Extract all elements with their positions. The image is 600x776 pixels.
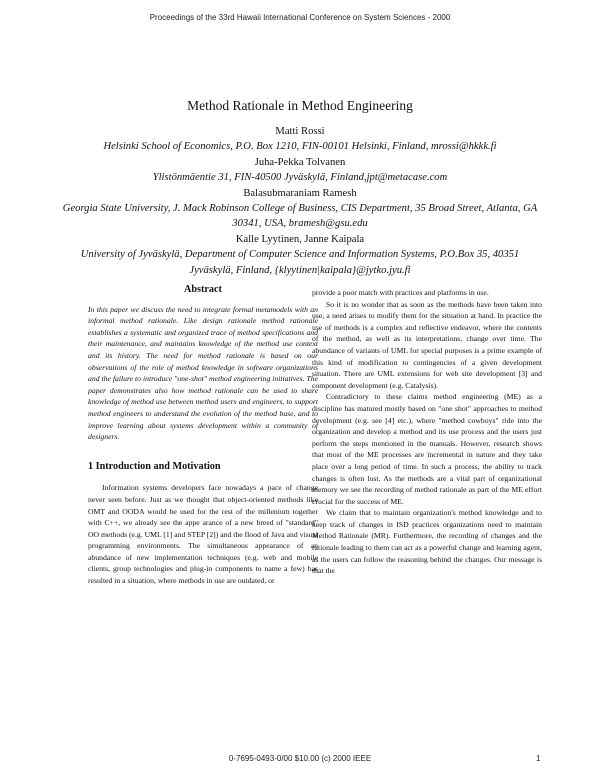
section-heading: 1 Introduction and Motivation [88,460,221,472]
body-paragraph: Contradictory to these claims method engineering (ME) as a discipline has matured mostly based on "one shot" approaches to method development (e.g. see [4] etc.), where "method cowboys" ride into the organization and develop a method and its use process and the users just perform the steps mentioned in the manuals. However, research shows that most of the ME processes are incremental in nature and they take place over a long period of time. In such a process, the ability to track changes is often lost. As the methods are a vital part of organizational memory we see the recording of method rationale as part of the ME effort crucial for the success of ME. [312,392,542,506]
copyright-footer: 0-7695-0493-0/00 $10.00 (c) 2000 IEEE [228,754,372,763]
right-column [312,287,542,577]
author-affiliation: Ylistönmäentie 31, FIN-40500 Jyväskylä, Finland,jpt@metacase.com [152,172,448,184]
author-affiliation: University of Jyväskylä, Department of Computer Science and Information Systems, P.O.Box 35, 40351 Jyväskylä, Finland, {klyytinen|kaipala}@jytko.jyu.fi [80,249,520,276]
author-name: Kalle Lyytinen, Janne Kaipala [235,233,365,245]
left-column [88,284,318,587]
paper-title: Method Rationale in Method Engineering [187,98,413,113]
body-paragraph: So it is no wonder that as soon as the methods have been taken into use, a need arises to modify them for the situation at hand. In practice the use of methods is a complex and reflective endeavor, where the contents of the method, as well as its interpretations, change over time. The abundance of variants of UML for special purposes is a prime example of this kind of modification to contingencies of a given development situation. There are UML extensions for web site development [3] and component development (e.g. Catalysis). [312,299,542,390]
running-head: Proceedings of the 33rd Hawaii International Conference on System Sciences - 2000 [149,13,451,22]
body-paragraph: Information systems developers face nowadays a pace of change never seen before. Just as we thought that object-oriented methods like OMT and OODA would be used for the rest of the millenium together with C++, we already see the appe arance of a new breed of "standard" OO methods (e.g. UML [1] and STEP [2]) and the flood of Java and visual programming environments. The simultaneous appearance of an abundance of new implementation techniques (e.g. web and mobile clients, group technologies and plug-in components to name a few) has resulted in a situation, where methods in use are outdated, or [88,483,319,586]
author-name: Matti Rossi [275,126,325,137]
abstract-heading: Abstract [184,284,222,295]
page-number: 1 [536,754,541,763]
body-paragraph: provide a poor match with practices and platforms in use. [312,288,489,297]
author-affiliation: Helsinki School of Economics, P.O. Box 1210, FIN-00101 Helsinki, Finland, mrossi@hkkk.fi [103,141,497,153]
abstract-text: In this paper we discuss the need to integrate formal metamodels with an informal method rationale. Like design rationale method rationale establishes a systematic and organized trace of method specifications and their maintenance, and maintains knowledge of the method use context and its history. The need for method rationale is based on our observations of the role of method knowledge in software organizations and the failure to introduce "one-shot" method engineering initiatives. The paper demonstrates also how method rationale can be used to share knowledge of method use between method users and engineers, to support method engineers to understand the evolution of the method base, and to improve learning about systems development within a community of designers. [88,304,318,442]
author-affiliation: Georgia State University, J. Mack Robinson College of Business, CIS Department, 35 Broad Street, Atlanta, GA 30341, USA, bramesh@gsu.edu [62,203,538,230]
author-block [60,124,540,278]
body-paragraph: We claim that to maintain organization's method knowledge and to keep track of changes in ISD practices organizations need to maintain Method Rationale (MR). Furthermore, the recording of changes and the rationale leading to them can act as a powerful change and learning agent, as the users can follow the reasoning behind the changes. Our message is that the [312,508,542,576]
author-name: Juha-Pekka Tolvanen [254,156,346,168]
author-name: Balasubmaraniam Ramesh [243,187,357,199]
